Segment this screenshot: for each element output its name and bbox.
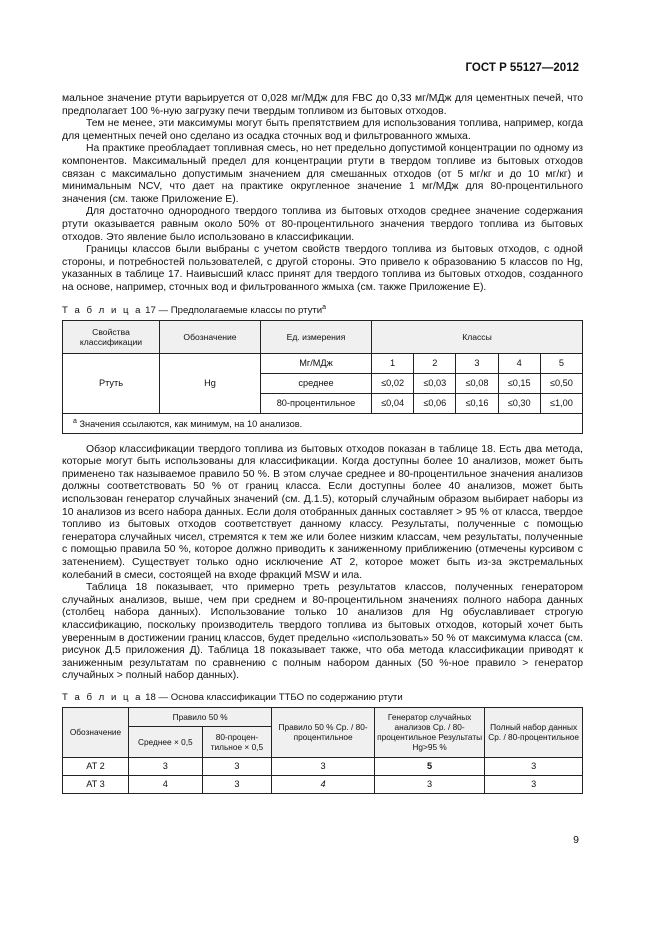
cell-value: ≤0,02 — [372, 373, 414, 393]
paragraph: Таблица 18 показывает, что примерно треть результатов классов, полученных генератором случайных анализов, выше, чем при среднем и 80-процентильном значениях полного набора данных (столбец набора данных). Использование только 10 анализов для Hg обуславливает строгую классификацию, поскольку производитель твердого топлива из бытовых отходов, который хочет быть уверенным в достижении границ классов, будет предельно «использовать» 50 % от максимума класса (см. рисунок Д.5 приложения Д). Таблица 18 показывает также, что оба метода классификации приводят к заниженным результатам по сравнению с полным набором данных (50 %-ное правило > генератор случайных > полный набор данных). — [62, 582, 583, 682]
cell-property: Ртуть — [63, 353, 160, 413]
cell-value: ≤0,15 — [498, 373, 540, 393]
table-cell: 4 — [129, 775, 203, 793]
paragraph: Для достаточно однородного твердого топлива из бытовых отходов среднее значение содержания ртути оказывается равным около 50% от 80-процентильного значения твердого топлива из бытовых отходов. Это явление было использовано в классификации. — [62, 206, 583, 243]
page-number: 9 — [573, 834, 579, 846]
column-header: Обозначение — [160, 320, 261, 353]
table-cell: 5 — [374, 757, 484, 775]
table-cell: 3 — [485, 775, 583, 793]
row-name: AT 3 — [63, 775, 129, 793]
cell-value: ≤0,30 — [498, 393, 540, 413]
table-cell: 3 — [129, 757, 203, 775]
caption-prefix: Т а б л и ц а — [62, 304, 143, 316]
column-header: Ед. измерения — [261, 320, 372, 353]
cell-unit: 80-процентильное — [261, 393, 372, 413]
cell-class: 4 — [498, 353, 540, 373]
caption-text: 17 — Предполагаемые классы по ртути — [142, 304, 323, 316]
paragraph: Тем не менее, эти максимумы могут быть препятствием для использования топлива, например, когда для цементных печей оно сделано из осадка сточных вод и фильтрованного жмыха. — [62, 118, 583, 142]
column-header: Правило 50 % Ср. / 80-процентильное — [272, 707, 375, 757]
footnote-mark: a — [73, 417, 77, 425]
caption-text: 18 — Основа классификации ТТБО по содержанию ртути — [142, 691, 403, 703]
paragraph: Границы классов были выбраны с учетом свойств твердого топлива из бытовых отходов, с одной стороны, и потребностей пользователей, с другой стороны. Это привело к образованию 5 классов по Hg, указанных в таблице 17. Наивысший класс принят для твердого топлива из бытовых отходов, созданного на основе, например, сточных вод и фильтрованного жмыха (см. также Приложение Е). — [62, 244, 583, 293]
table-cell: 4 — [272, 775, 375, 793]
column-header: Генератор случайных анализов Ср. / 80-процентильное Результаты Hg>95 % — [374, 707, 484, 757]
table-cell: 3 — [485, 757, 583, 775]
paragraph: мальное значение ртути варьируется от 0,028 мг/МДж для FBC до 0,33 мг/МДж для цементных печей, что предполагает 100 %-ную загрузку печи твердым топливом из бытовых отходов. — [62, 93, 583, 117]
paragraph: На практике преобладает топливная смесь, но нет предельно допустимой концентрации по одному из компонентов. Максимальный предел для концентрации ртути в твердом топливе из бытовых отходов связан с максимально допустимым значением для смешанных отходов (от 5 мг/кг и до 10 мг/кг) и минимальным NCV, что дает на практике округленное значение 1 мг/МДж для 80-процентильного значения (см. также Приложение Е). — [62, 143, 583, 205]
caption-prefix: Т а б л и ц а — [62, 691, 143, 703]
document-header: ГОСТ Р 55127—2012 — [465, 62, 579, 74]
footnote-text: Значения ссылаются, как минимум, на 10 анализов. — [76, 418, 303, 429]
table-18-caption — [62, 692, 583, 703]
table-18 — [62, 707, 583, 794]
cell-unit: Мг/МДж — [261, 353, 372, 373]
column-header: 80-процентильное × 0,5 — [202, 726, 272, 757]
cell-unit: среднее — [261, 373, 372, 393]
column-header: Свойства классификации — [63, 320, 160, 353]
table-cell: 3 — [202, 757, 272, 775]
cell-value: ≤0,04 — [372, 393, 414, 413]
table-cell: 3 — [374, 775, 484, 793]
cell-value: ≤0,16 — [456, 393, 498, 413]
cell-class: 2 — [414, 353, 456, 373]
column-header: Полный набор данных Ср. / 80-процентильное — [485, 707, 583, 757]
cell-value: ≤0,08 — [456, 373, 498, 393]
cell-symbol: Hg — [160, 353, 261, 413]
column-header: Среднее × 0,5 — [129, 726, 203, 757]
row-name: AT 2 — [63, 757, 129, 775]
cell-value: ≤0,50 — [540, 373, 582, 393]
column-header: Обозначение — [63, 707, 129, 757]
cell-class: 1 — [372, 353, 414, 373]
page-body — [62, 93, 583, 794]
table-cell: 3 — [202, 775, 272, 793]
cell-value: ≤1,00 — [540, 393, 582, 413]
cell-class: 5 — [540, 353, 582, 373]
paragraph: Обзор классификации твердого топлива из бытовых отходов показан в таблице 18. Есть два метода, которые могут быть использованы для классификации. Когда доступны более 10 анализов, может быть применено так называемое правило 50 %. В этом случае среднее и 80-процентильное значения анализов должны соответствовать 50 % от границ класса. Если доступны более 40 анализов, может быть использован генератор случайных значений (см. Д.1.5), который случайным образом выбирает наборы из 10 анализов из всего набора данных. Если доля отобранных данных составляет > 95 % от класса, твердое топливо из бытовых отходов соответствует данному классу. Результаты, полученные с помощью генератора случайных чисел, стремятся к тем же или более низким классам, чем результаты, полученные с помощью правила 50 %, которое должно приводить к заниженному приближению (отмечены курсивом с затенением). Существует только одно исключение АТ 2, которое может быть из-за экстремальных колебаний в смеси, состоящей на входе фракций MSW и ила. — [62, 443, 583, 581]
column-header: Правило 50 % — [129, 707, 272, 726]
cell-class: 3 — [456, 353, 498, 373]
caption-footnote-mark: a — [322, 303, 327, 311]
column-header: Классы — [372, 320, 583, 353]
table-17-caption — [62, 304, 583, 316]
cell-value: ≤0,03 — [414, 373, 456, 393]
table-footnote — [63, 413, 583, 433]
cell-value: ≤0,06 — [414, 393, 456, 413]
table-cell: 3 — [272, 757, 375, 775]
table-17 — [62, 320, 583, 434]
